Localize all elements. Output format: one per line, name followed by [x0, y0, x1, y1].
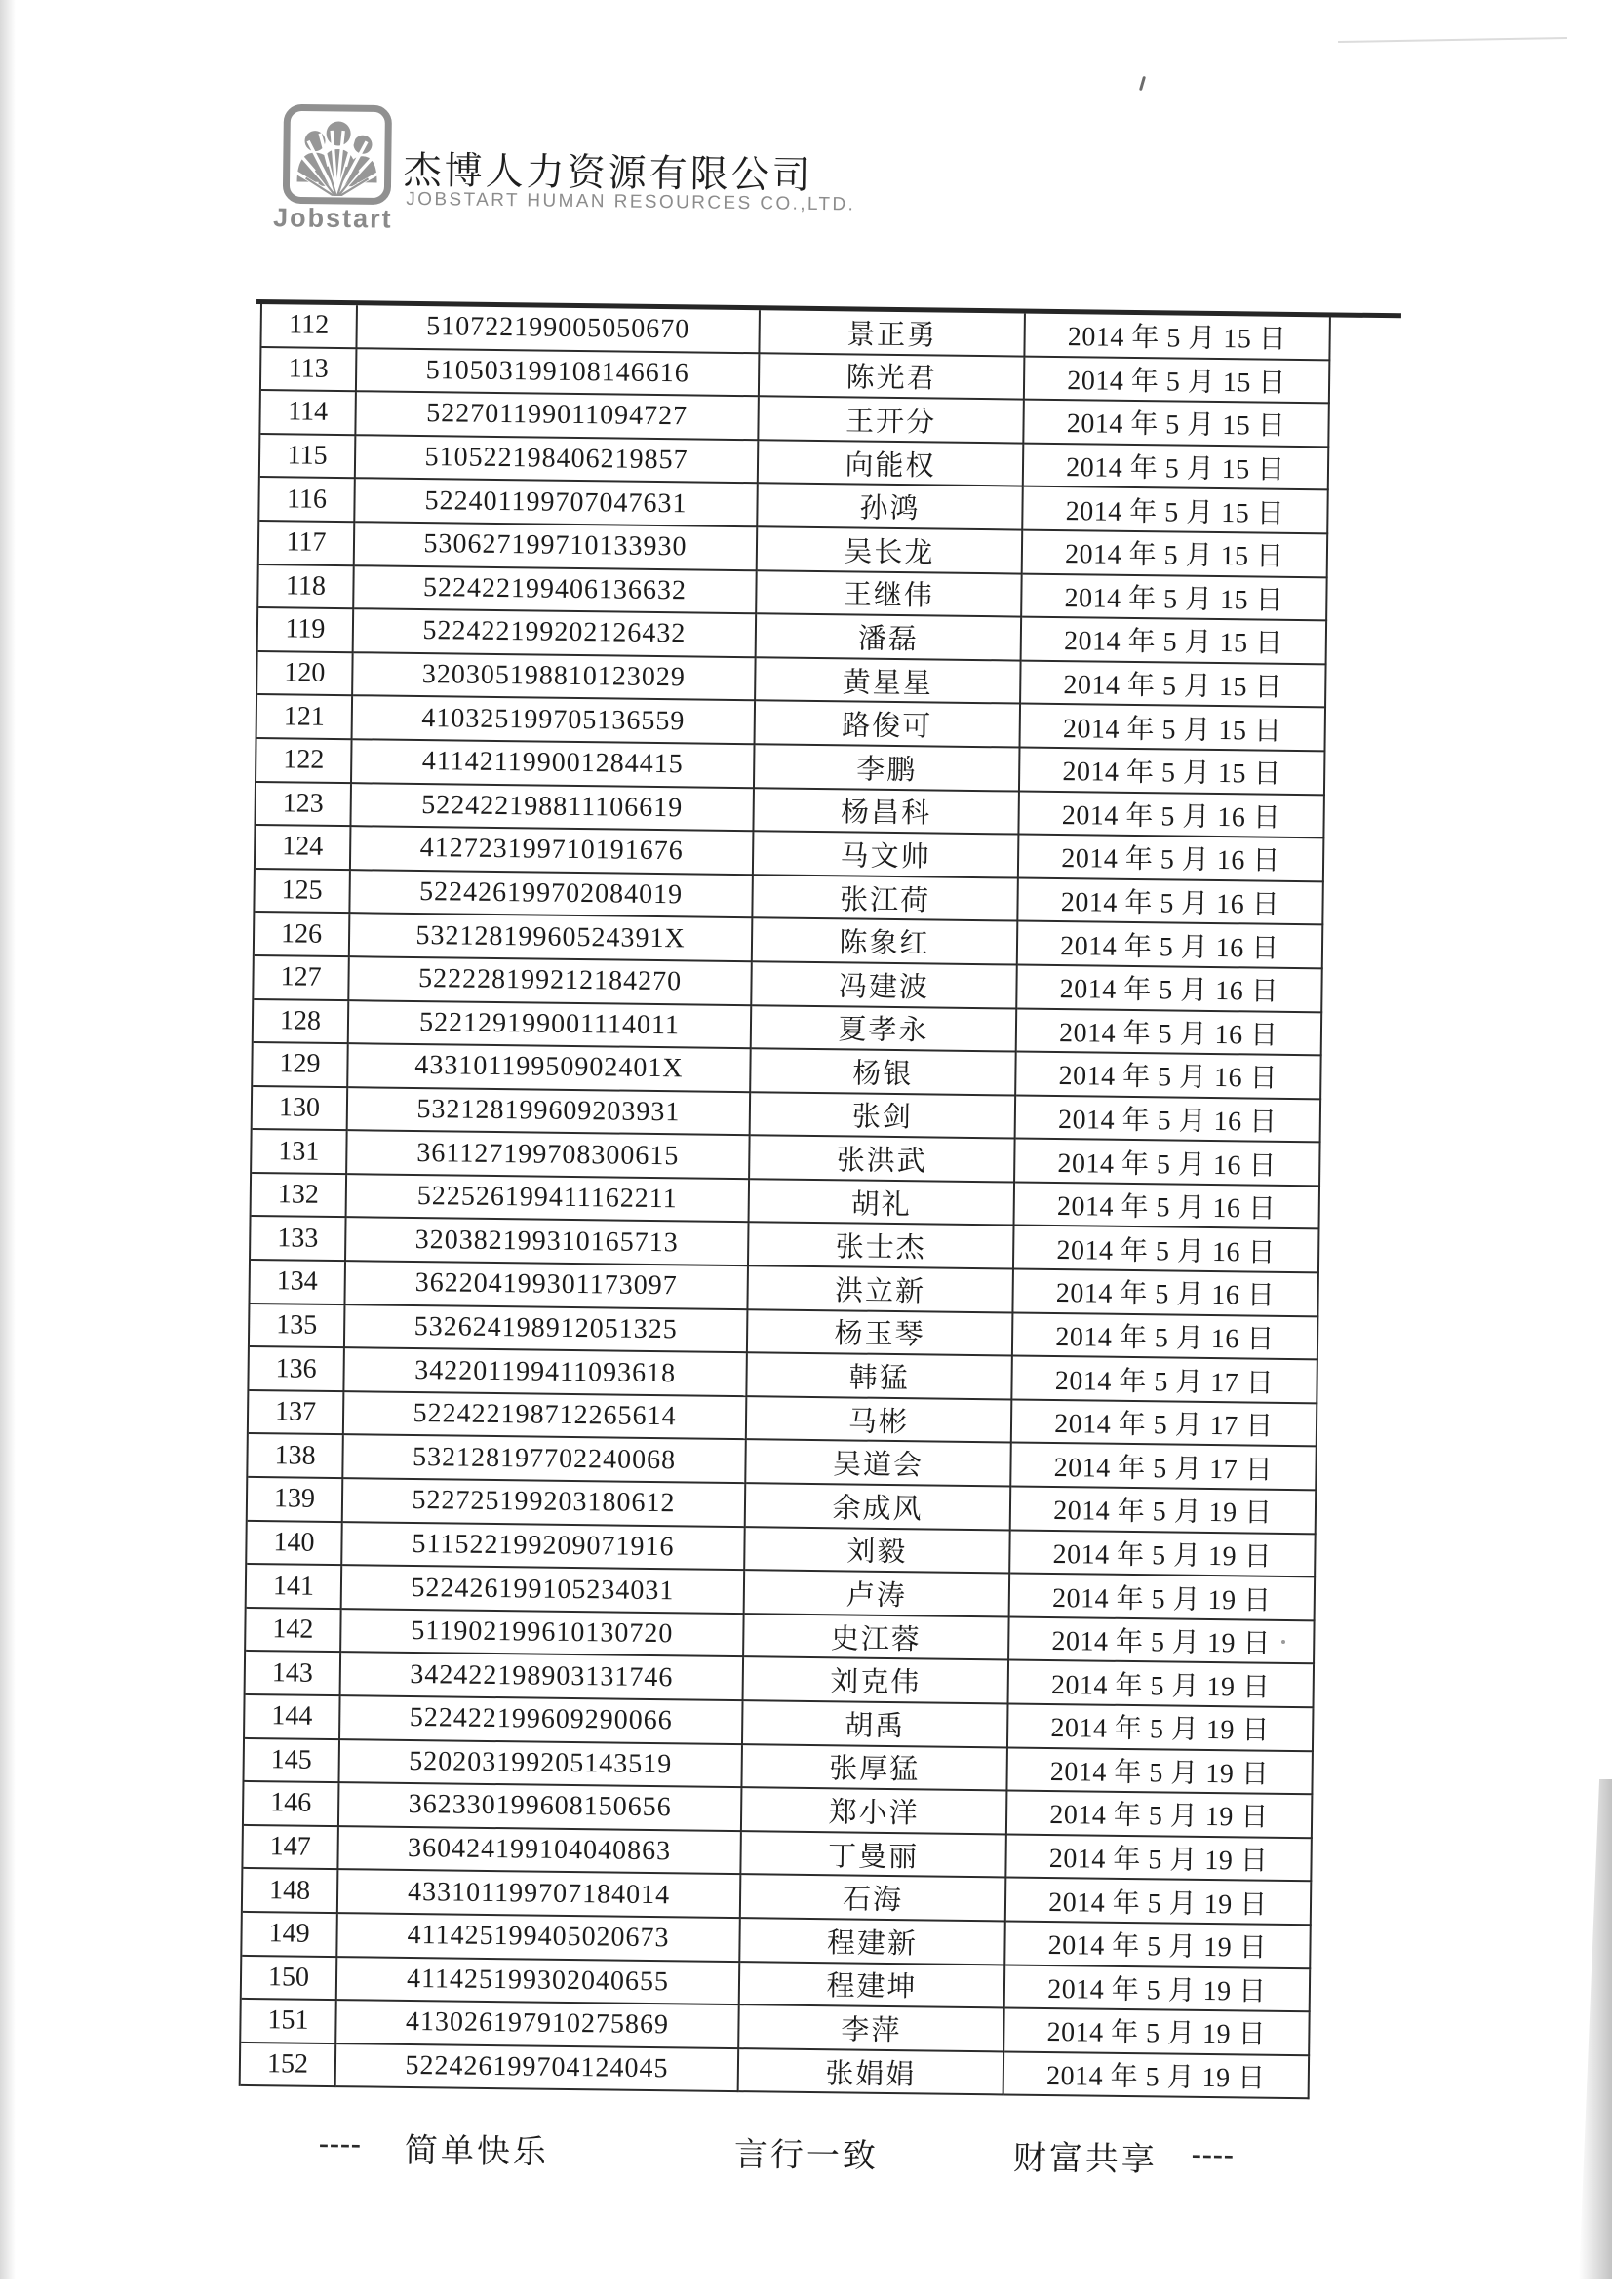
id-number-cell: 532128197702240068: [343, 1436, 747, 1485]
name-cell: 黄星星: [756, 658, 1022, 705]
date-cell: 2014 年 5 月 16 日: [1013, 1313, 1319, 1360]
date-cell: 2014 年 5 月 19 日: [1011, 1488, 1317, 1535]
name-cell: 夏孝永: [752, 1006, 1018, 1053]
name-cell: 杨玉琴: [748, 1310, 1014, 1357]
name-cell: 孙鸿: [758, 485, 1024, 531]
row-number-cell: 127: [254, 956, 350, 1001]
date-cell: 2014 年 5 月 15 日: [1023, 487, 1329, 534]
name-cell: 马文帅: [754, 832, 1020, 878]
name-cell: 李鹏: [755, 745, 1021, 792]
id-number-cell: 510522198406219857: [356, 436, 760, 485]
id-number-cell: 522526199411162211: [347, 1175, 751, 1224]
row-number-cell: 113: [261, 348, 358, 393]
id-number-cell: 522725199203180612: [343, 1479, 747, 1528]
name-cell: 丁曼丽: [741, 1832, 1007, 1879]
date-cell: 2014 年 5 月 15 日: [1023, 531, 1329, 578]
row-number-cell: 136: [249, 1347, 345, 1392]
name-cell: 陈象红: [753, 919, 1019, 966]
name-cell: 石海: [741, 1876, 1007, 1923]
id-number-cell: 522422199202126432: [354, 609, 758, 658]
row-number-cell: 131: [252, 1130, 348, 1175]
footer-slogan-simple-happy: 简单快乐: [404, 2132, 550, 2171]
row-number-cell: 122: [256, 739, 353, 784]
id-number-cell: 433101199707184014: [338, 1870, 742, 1919]
name-cell: 郑小洋: [742, 1788, 1008, 1835]
row-number-cell: 114: [260, 391, 357, 436]
date-cell: 2014 年 5 月 15 日: [1022, 574, 1328, 621]
name-cell: 程建新: [740, 1919, 1006, 1965]
name-cell: 余成风: [746, 1484, 1012, 1531]
name-cell: 冯建波: [752, 962, 1018, 1009]
date-cell: 2014 年 5 月 15 日: [1025, 357, 1331, 404]
id-number-cell: 522422198811106619: [351, 784, 755, 833]
id-number-cell: 522426199704124045: [336, 2044, 740, 2093]
row-number-cell: 119: [258, 608, 355, 653]
id-number-cell: 342201199411093618: [344, 1348, 748, 1397]
row-number-cell: 117: [259, 522, 356, 566]
row-number-cell: 144: [245, 1695, 341, 1740]
name-cell: 向能权: [759, 441, 1025, 487]
date-cell: 2014 年 5 月 15 日: [1025, 314, 1331, 361]
date-cell: 2014 年 5 月 16 日: [1017, 1009, 1323, 1056]
id-number-cell: 362204199301173097: [345, 1262, 749, 1310]
date-cell: 2014 年 5 月 16 日: [1018, 922, 1324, 969]
id-number-cell: 342422198903131746: [341, 1654, 745, 1702]
date-cell: 2014 年 5 月 15 日: [1020, 748, 1326, 795]
name-cell: 马彬: [747, 1397, 1013, 1444]
id-number-cell: 413026197910275869: [336, 2001, 740, 2049]
date-cell: 2014 年 5 月 19 日: [1004, 2052, 1311, 2099]
row-number-cell: 130: [253, 1087, 349, 1132]
date-cell: 2014 年 5 月 19 日: [1010, 1531, 1317, 1577]
name-cell: 张娟娟: [739, 2049, 1005, 2096]
date-cell: 2014 年 5 月 17 日: [1011, 1444, 1317, 1491]
people-sunrise-logo-icon: [282, 103, 392, 205]
row-number-cell: 152: [241, 2043, 337, 2088]
id-number-cell: 522401199707047631: [355, 480, 759, 528]
id-number-cell: 511522199209071916: [342, 1523, 746, 1572]
date-cell: 2014 年 5 月 19 日: [1005, 1922, 1312, 1968]
date-cell: 2014 年 5 月 19 日: [1006, 1879, 1313, 1926]
id-number-cell: 522422198712265614: [344, 1392, 748, 1441]
row-number-cell: 148: [243, 1869, 339, 1914]
name-cell: 张洪武: [750, 1136, 1016, 1183]
row-number-cell: 138: [248, 1434, 344, 1479]
company-name-english: JOBSTART HUMAN RESOURCES CO.,LTD.: [406, 188, 856, 215]
id-number-cell: 522422199406136632: [354, 566, 758, 615]
footer-dashes-right: ----: [1191, 2137, 1236, 2171]
date-cell: 2014 年 5 月 19 日: [1008, 1704, 1315, 1751]
date-cell: 2014 年 5 月 15 日: [1020, 705, 1326, 752]
row-number-cell: 118: [258, 565, 355, 610]
row-number-cell: 123: [256, 783, 352, 828]
row-number-cell: 149: [242, 1913, 338, 1958]
row-number-cell: 120: [257, 652, 354, 697]
name-cell: 吴道会: [746, 1441, 1012, 1488]
row-number-cell: 126: [255, 913, 351, 957]
row-number-cell: 145: [244, 1739, 340, 1784]
id-number-cell: 360424199104040863: [338, 1827, 742, 1876]
id-number-cell: 522701199011094727: [356, 392, 760, 441]
name-cell: 张剑: [751, 1093, 1017, 1140]
row-number-cell: 132: [252, 1174, 348, 1219]
id-number-cell: 412723199710191676: [351, 827, 755, 876]
id-number-cell: 320305198810123029: [353, 653, 757, 702]
name-cell: 洪立新: [748, 1266, 1014, 1313]
id-number-cell: 520203199205143519: [339, 1740, 743, 1789]
row-number-cell: 133: [251, 1217, 347, 1262]
row-number-cell: 135: [250, 1304, 346, 1349]
company-name-chinese: 杰博人力资源有限公司: [403, 149, 813, 197]
name-cell: 程建坤: [740, 1963, 1006, 2009]
date-cell: 2014 年 5 月 17 日: [1012, 1400, 1318, 1447]
name-cell: 杨昌科: [754, 789, 1020, 836]
date-cell: 2014 年 5 月 19 日: [1006, 1835, 1313, 1882]
row-number-cell: 143: [246, 1652, 342, 1696]
date-cell: 2014 年 5 月 16 日: [1018, 878, 1324, 925]
date-cell: 2014 年 5 月 19 日: [1009, 1661, 1316, 1708]
date-cell: 2014 年 5 月 19 日: [1004, 2009, 1311, 2056]
id-number-cell: 522228199212184270: [349, 957, 753, 1006]
row-number-cell: 115: [260, 435, 357, 480]
footer-slogan-words-deeds: 言行一致: [733, 2137, 880, 2175]
name-cell: 史江蓉: [744, 1615, 1010, 1661]
name-cell: 刘毅: [745, 1528, 1011, 1575]
row-number-cell: 140: [247, 1522, 343, 1567]
row-number-cell: 125: [255, 870, 351, 915]
id-number-cell: 53212819960524391X: [350, 914, 754, 962]
name-cell: 胡禹: [743, 1701, 1009, 1748]
id-number-cell: 522426199702084019: [350, 871, 754, 919]
row-number-cell: 139: [248, 1478, 344, 1523]
name-cell: 李萍: [739, 2005, 1005, 2052]
roster-table: [239, 304, 1335, 2100]
name-cell: 景正勇: [760, 310, 1026, 357]
date-cell: 2014 年 5 月 16 日: [1013, 1270, 1319, 1317]
id-number-cell: 522426199105234031: [342, 1566, 746, 1615]
date-cell: 2014 年 5 月 15 日: [1024, 401, 1330, 448]
date-cell: 2014 年 5 月 16 日: [1017, 965, 1323, 1012]
logo-wordmark: Jobstart: [272, 203, 393, 234]
date-cell: 2014 年 5 月 16 日: [1015, 1183, 1321, 1229]
name-cell: 韩猛: [747, 1353, 1013, 1400]
id-number-cell: 532624198912051325: [345, 1305, 749, 1354]
name-cell: 王开分: [759, 397, 1025, 444]
row-number-cell: 142: [246, 1609, 342, 1654]
company-logo: [282, 103, 392, 205]
id-number-cell: 411421199001284415: [352, 740, 756, 789]
date-cell: 2014 年 5 月 19 日: [1007, 1748, 1314, 1795]
date-cell: 2014 年 5 月 19 日: [1010, 1575, 1317, 1621]
date-cell: 2014 年 5 月 19 日: [1009, 1617, 1316, 1664]
name-cell: 张江荷: [753, 876, 1019, 922]
name-cell: 张士杰: [749, 1224, 1015, 1270]
name-cell: 卢涛: [745, 1571, 1011, 1617]
row-number-cell: 116: [259, 478, 356, 523]
id-number-cell: 510722199005050670: [357, 305, 761, 354]
id-number-cell: 530627199710133930: [355, 523, 759, 571]
row-number-cell: 141: [247, 1565, 343, 1610]
id-number-cell: 411425199302040655: [337, 1958, 741, 2006]
name-cell: 杨银: [751, 1049, 1017, 1096]
date-cell: 2014 年 5 月 16 日: [1016, 1096, 1322, 1143]
id-number-cell: 411425199405020673: [337, 1914, 741, 1963]
date-cell: 2014 年 5 月 15 日: [1022, 618, 1328, 665]
row-number-cell: 146: [244, 1782, 340, 1827]
date-cell: 2014 年 5 月 17 日: [1012, 1357, 1318, 1404]
date-cell: 2014 年 5 月 16 日: [1019, 836, 1325, 882]
date-cell: 2014 年 5 月 15 日: [1021, 661, 1327, 708]
footer-slogan-share-wealth: 财富共享: [1012, 2140, 1159, 2179]
id-number-cell: 532128199609203931: [348, 1088, 752, 1137]
id-number-cell: 522129199001114011: [349, 1001, 753, 1050]
id-number-cell: 43310119950902401X: [348, 1044, 752, 1093]
row-number-cell: 147: [243, 1826, 339, 1871]
date-cell: 2014 年 5 月 16 日: [1016, 1053, 1322, 1100]
footer-dashes-left: ----: [318, 2126, 363, 2160]
date-cell: 2014 年 5 月 15 日: [1024, 444, 1330, 490]
date-cell: 2014 年 5 月 16 日: [1015, 1140, 1321, 1187]
name-cell: 王继伟: [757, 571, 1023, 618]
name-cell: 刘克伟: [744, 1658, 1010, 1705]
row-number-cell: 124: [256, 826, 352, 871]
row-number-cell: 112: [261, 304, 358, 349]
date-cell: 2014 年 5 月 19 日: [1005, 1965, 1312, 2012]
id-number-cell: 410325199705136559: [353, 697, 757, 746]
id-number-cell: 320382199310165713: [346, 1219, 750, 1267]
row-number-cell: 151: [241, 2000, 337, 2044]
row-number-cell: 121: [257, 695, 354, 740]
id-number-cell: 362330199608150656: [339, 1783, 743, 1832]
row-number-cell: 129: [253, 1043, 349, 1088]
id-number-cell: 510503199108146616: [357, 349, 761, 398]
name-cell: 陈光君: [760, 354, 1026, 401]
name-cell: 胡礼: [750, 1180, 1016, 1226]
date-cell: 2014 年 5 月 16 日: [1014, 1226, 1320, 1273]
date-cell: 2014 年 5 月 16 日: [1019, 792, 1325, 838]
row-number-cell: 137: [249, 1391, 345, 1436]
date-cell: 2014 年 5 月 19 日: [1007, 1792, 1314, 1839]
row-number-cell: 150: [242, 1956, 338, 2001]
row-number-cell: 134: [250, 1261, 346, 1305]
id-number-cell: 511902199610130720: [341, 1610, 745, 1658]
name-cell: 张厚猛: [742, 1745, 1008, 1792]
id-number-cell: 361127199708300615: [347, 1131, 751, 1180]
row-number-cell: 128: [254, 999, 350, 1044]
name-cell: 吴长龙: [758, 527, 1024, 574]
id-number-cell: 522422199609290066: [340, 1696, 744, 1745]
name-cell: 潘磊: [757, 614, 1023, 661]
name-cell: 路俊可: [756, 702, 1022, 749]
